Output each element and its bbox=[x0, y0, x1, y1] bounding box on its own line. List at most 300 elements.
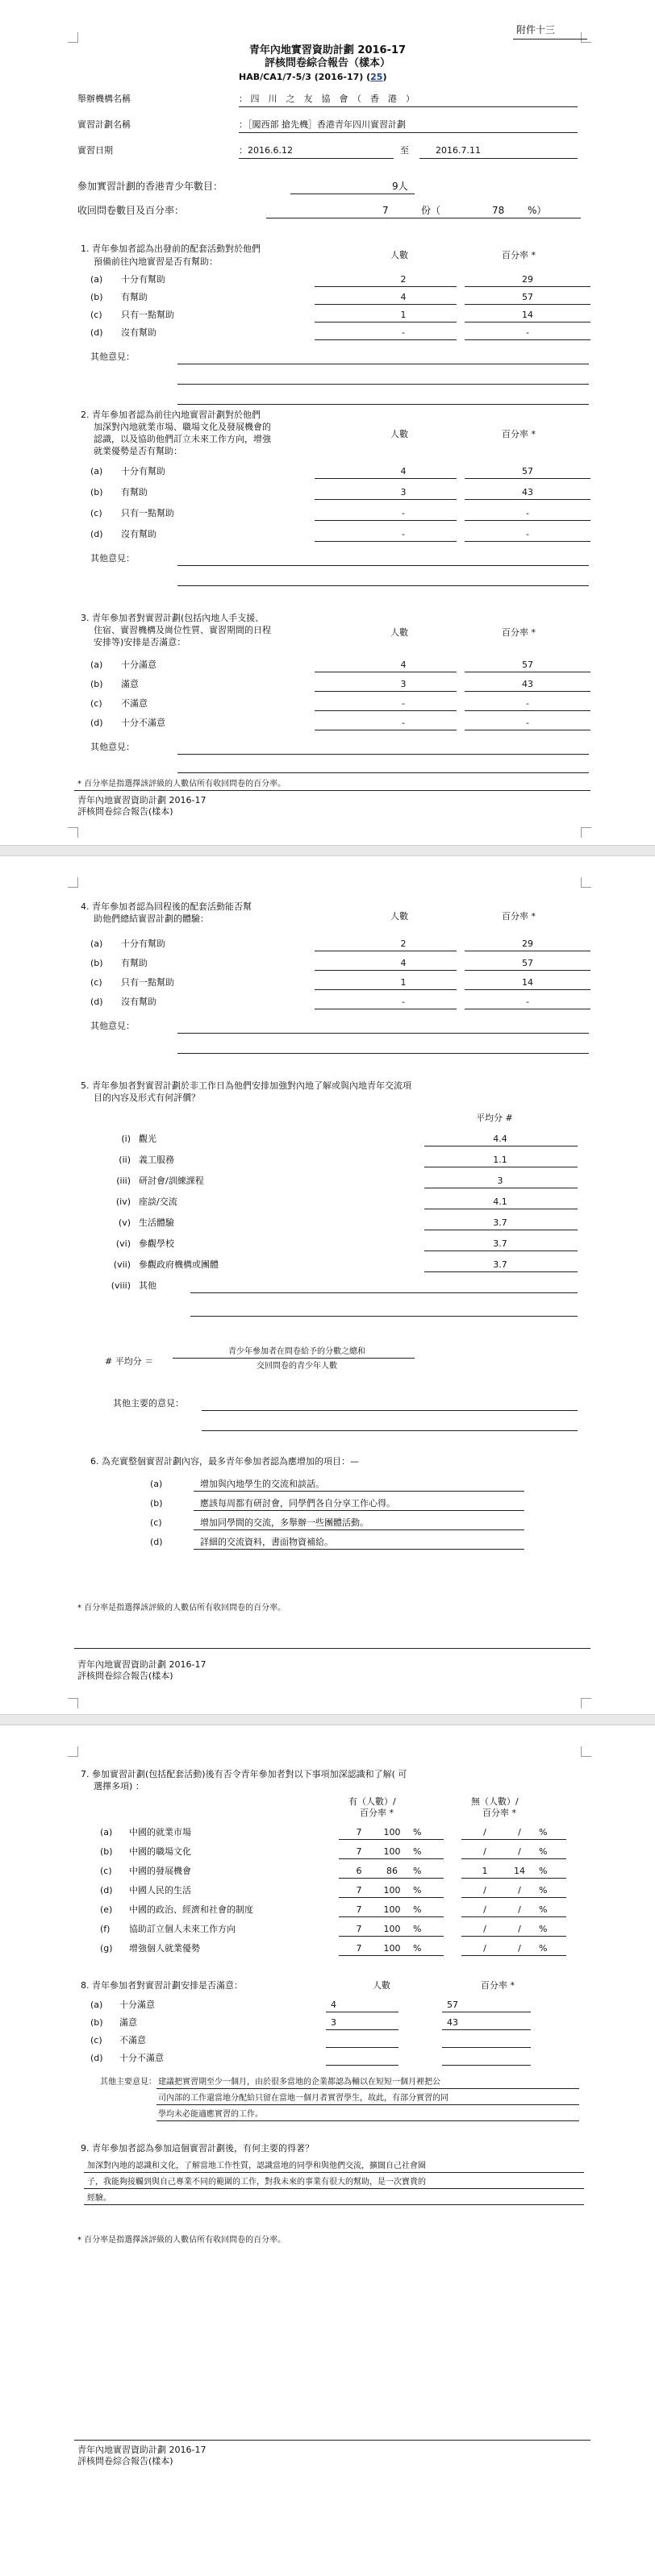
q4-row-underline bbox=[465, 989, 590, 990]
q2-row-label: 只有一點幫助 bbox=[121, 508, 174, 518]
q8-row-label: 十分不滿意 bbox=[119, 2053, 164, 2063]
q7-row-yes-pct-sign: % bbox=[413, 1904, 422, 1915]
q2-row-code: (c) bbox=[90, 508, 102, 518]
q3-col-people: 人數 bbox=[390, 627, 408, 638]
q4-row-code: (b) bbox=[90, 958, 103, 968]
q6-row-underline bbox=[194, 1549, 524, 1550]
q7-row-no-percent: 14 bbox=[514, 1866, 525, 1876]
q7-row-no-pct-sign: % bbox=[539, 1866, 548, 1876]
q7-row-underline bbox=[461, 1955, 566, 1956]
q7-row-underline bbox=[339, 1858, 444, 1859]
crop-mark bbox=[581, 32, 591, 43]
q8-row-people: 3 bbox=[331, 2017, 336, 2028]
q6-row-label: 增加與內地學生的交流和談話。 bbox=[200, 1479, 324, 1489]
q2-row-percent: - bbox=[526, 508, 529, 518]
q3-row-label: 十分不滿意 bbox=[121, 718, 165, 728]
q7-row-label: 中國人民的生活 bbox=[129, 1885, 191, 1896]
q4-row-label: 有幫助 bbox=[121, 958, 148, 968]
q7-row-no-pct-sign: % bbox=[539, 1943, 548, 1954]
q4-col-percent: 百分率 * bbox=[502, 911, 536, 922]
q7-row-no-count: / bbox=[483, 1827, 486, 1837]
q8-col-people: 人數 bbox=[373, 1980, 390, 1991]
q3-row-people: - bbox=[402, 718, 405, 728]
q2-other-line bbox=[177, 565, 589, 566]
q2-title-4: 就業優勢是否有幫助： bbox=[94, 446, 182, 456]
q7-row-yes-count: 7 bbox=[356, 1827, 362, 1837]
q7-row-no-pct-sign: % bbox=[539, 1846, 548, 1857]
q5-row-label: 其他 bbox=[139, 1280, 156, 1291]
q7-row-no-count: / bbox=[483, 1846, 486, 1857]
q4-row-percent: 29 bbox=[522, 938, 533, 949]
q1-row-people: - bbox=[402, 327, 405, 338]
q4-row-label: 沒有幫助 bbox=[121, 997, 156, 1007]
org-label: 舉辦機構名稱 bbox=[77, 94, 131, 104]
q4-row-percent: 14 bbox=[522, 977, 533, 988]
q2-row-code: (b) bbox=[90, 487, 103, 497]
q3-row-people: - bbox=[402, 698, 405, 709]
q7-col-yes: 有（人數）/ bbox=[348, 1796, 396, 1807]
q7-row-yes-pct-sign: % bbox=[413, 1943, 422, 1954]
average-formula-denominator: 交回問卷的青少年人數 bbox=[257, 1362, 337, 1371]
q6-row-label: 詳細的交流資料，書面物資補給。 bbox=[200, 1537, 333, 1547]
q1-row-underline bbox=[315, 286, 457, 287]
q7-row-yes-pct-sign: % bbox=[413, 1924, 422, 1934]
q5-row-code: (vii) bbox=[113, 1259, 131, 1270]
q4-row-code: (d) bbox=[90, 997, 103, 1007]
q5-row-label: 研討會/訓練課程 bbox=[139, 1176, 204, 1186]
page-2 bbox=[0, 856, 655, 1714]
q2-row-underline bbox=[465, 541, 590, 542]
participant-count-label: 參加實習計劃的香港青少年數目： bbox=[77, 181, 223, 192]
q2-col-percent: 百分率 * bbox=[502, 429, 536, 439]
q8-row-label: 不滿意 bbox=[119, 2035, 146, 2045]
q6-row-underline bbox=[194, 1529, 524, 1530]
q7-row-no-percent: / bbox=[518, 1846, 521, 1857]
q9-answer-underline bbox=[84, 2172, 584, 2173]
q8-row-underline bbox=[326, 2065, 398, 2066]
q5-row-underline bbox=[424, 1146, 578, 1147]
crop-mark bbox=[68, 1698, 78, 1708]
q6-row-code: (c) bbox=[150, 1517, 162, 1528]
q3-title-3: 安排等)安排是否滿意： bbox=[94, 637, 186, 647]
q1-row-code: (d) bbox=[90, 327, 103, 338]
returned-percent: 78 bbox=[492, 205, 505, 216]
q8-row-code: (a) bbox=[90, 2000, 103, 2010]
q3-row-underline bbox=[465, 710, 590, 711]
q5-row-code: (i) bbox=[121, 1134, 131, 1144]
q1-row-underline bbox=[465, 304, 590, 305]
q5-row-code: (viii) bbox=[111, 1280, 131, 1291]
q6-row-underline bbox=[194, 1510, 524, 1511]
footer-program: 青年內地實習資助計劃 2016-17 bbox=[77, 2445, 207, 2455]
q7-row-yes-percent: 100 bbox=[383, 1885, 401, 1896]
q7-row-underline bbox=[461, 1936, 566, 1937]
q1-col-percent: 百分率 * bbox=[502, 250, 536, 260]
q4-row-people: 4 bbox=[400, 958, 407, 968]
q5-opinion-line bbox=[202, 1430, 578, 1431]
crop-mark bbox=[68, 1746, 78, 1757]
q8-row-underline bbox=[326, 2047, 398, 2048]
q1-row-people: 1 bbox=[400, 310, 407, 320]
q7-row-yes-percent: 100 bbox=[383, 1924, 401, 1934]
q7-row-yes-percent: 100 bbox=[383, 1943, 401, 1954]
q4-other-label: 其他意見： bbox=[90, 1021, 135, 1031]
q1-row-underline bbox=[465, 286, 590, 287]
q1-row-code: (b) bbox=[90, 292, 103, 302]
q7-row-underline bbox=[339, 1878, 444, 1879]
q7-row-no-percent: / bbox=[518, 1885, 521, 1896]
q1-row-label: 只有一點幫助 bbox=[121, 310, 174, 320]
crop-mark bbox=[68, 32, 78, 43]
q2-title-3: 認識，以及協助他們訂立未來工作方向，增強 bbox=[94, 434, 271, 444]
q2-row-percent: - bbox=[526, 529, 529, 539]
q2-row-label: 有幫助 bbox=[121, 487, 148, 497]
q3-row-underline bbox=[465, 691, 590, 692]
footer-program: 青年內地實習資助計劃 2016-17 bbox=[77, 1659, 207, 1670]
returned-unit: 份（ bbox=[421, 205, 441, 216]
q7-row-label: 中國的政治、經濟和社會的制度 bbox=[129, 1904, 253, 1915]
footnote: * 百分率是指選擇該評級的人數佔所有收回問卷的百分率。 bbox=[77, 1604, 286, 1613]
org-value: ： 四 川 之 友 協 會 （ 香 港 ） bbox=[239, 94, 415, 104]
q7-row-code: (g) bbox=[100, 1943, 113, 1954]
q2-other-line bbox=[177, 585, 589, 586]
q8-row-code: (d) bbox=[90, 2053, 103, 2063]
q2-row-code: (a) bbox=[90, 466, 103, 476]
footer-program: 青年內地實習資助計劃 2016-17 bbox=[77, 795, 207, 805]
date-to: 2016.7.11 bbox=[436, 145, 481, 156]
q5-row-code: (v) bbox=[118, 1217, 131, 1228]
q3-row-people: 3 bbox=[400, 679, 407, 689]
q6-row-code: (a) bbox=[150, 1479, 163, 1489]
q7-row-code: (e) bbox=[100, 1904, 113, 1915]
crop-mark bbox=[581, 827, 591, 838]
q1-col-people: 人數 bbox=[390, 250, 408, 260]
q2-row-percent: 57 bbox=[522, 466, 533, 476]
q7-row-label: 協助訂立個人未來工作方向 bbox=[129, 1924, 236, 1934]
reference-number bbox=[239, 72, 387, 83]
q1-row-percent: - bbox=[526, 327, 529, 338]
q7-row-yes-count: 6 bbox=[356, 1866, 362, 1876]
q3-row-people: 4 bbox=[400, 660, 407, 670]
q7-row-no-pct-sign: % bbox=[539, 1885, 548, 1896]
q7-row-code: (f) bbox=[100, 1924, 111, 1934]
q7-row-no-pct-sign: % bbox=[539, 1924, 548, 1934]
q5-title: 5. 青年參加者對實習計劃於非工作日為他們安排加強對內地了解或與內地青年交流項 bbox=[81, 1080, 411, 1091]
q1-other-label: 其他意見： bbox=[90, 352, 135, 362]
q5-row-code: (vi) bbox=[115, 1238, 131, 1249]
date-from-underline bbox=[239, 158, 394, 159]
q5-row-label: 參觀政府機構或團體 bbox=[139, 1259, 219, 1270]
q2-row-code: (d) bbox=[90, 529, 103, 539]
q7-row-yes-count: 7 bbox=[356, 1924, 362, 1934]
q2-row-underline bbox=[315, 499, 457, 500]
crop-mark bbox=[581, 877, 591, 888]
q7-row-label: 中國的發展機會 bbox=[129, 1866, 191, 1876]
q4-row-label: 只有一點幫助 bbox=[121, 977, 174, 988]
q3-row-code: (d) bbox=[90, 718, 103, 728]
crop-mark bbox=[581, 1746, 591, 1757]
q6-row-code: (b) bbox=[150, 1498, 163, 1509]
q1-row-code: (c) bbox=[90, 310, 102, 320]
q8-opinion-line: 建議把實習期至少一個月，由於很多當地的企業都認為輔以在短短一個月裡把公 bbox=[158, 2078, 440, 2087]
q5-row-code: (iii) bbox=[116, 1176, 131, 1186]
q3-title: 3. 青年參加者對實習計劃(包括內地人手支援、 bbox=[81, 613, 265, 623]
q4-row-underline bbox=[315, 970, 457, 971]
reference-prefix: HAB/CA1/7-5/3 (2016-17) ( bbox=[239, 72, 371, 82]
q4-row-code: (a) bbox=[90, 938, 103, 949]
q5-row-label: 觀光 bbox=[139, 1134, 156, 1144]
q4-row-people: 1 bbox=[400, 977, 407, 988]
q8-col-percent: 百分率 * bbox=[481, 1980, 515, 1991]
reference-serial: 25 bbox=[370, 72, 383, 82]
q6-row-label: 增加同學間的交流，多舉辦一些團體活動。 bbox=[200, 1517, 369, 1528]
q7-col-yes-sub: 百分率 * bbox=[360, 1808, 394, 1818]
q5-row-average: 1.1 bbox=[493, 1155, 507, 1165]
participant-count: 9人 bbox=[392, 181, 408, 192]
average-formula-numerator: 青少年參加者在問卷給予的分數之總和 bbox=[228, 1347, 365, 1356]
q7-col-no: 無（人數）/ bbox=[471, 1796, 519, 1807]
crop-mark bbox=[68, 827, 78, 838]
q3-row-code: (c) bbox=[90, 698, 102, 709]
returned-label: 收回問卷數目及百分率： bbox=[77, 205, 185, 216]
q8-row-underline bbox=[326, 2029, 398, 2030]
q1-title: 1. 青年參加者認為出發前的配套活動對於他們 bbox=[81, 243, 261, 254]
q4-title: 4. 青年參加者認為回程後的配套活動能否幫 bbox=[81, 901, 252, 912]
q7-row-no-count: / bbox=[483, 1885, 486, 1896]
q3-row-underline bbox=[315, 691, 457, 692]
q8-opinion-underline bbox=[156, 2104, 579, 2105]
q6-row-label: 應該每周都有研討會，同學們各自分享工作心得。 bbox=[200, 1498, 395, 1509]
q3-row-code: (a) bbox=[90, 660, 103, 670]
annex-label: 附件十三 bbox=[516, 24, 556, 35]
program-underline bbox=[239, 132, 578, 133]
q2-row-percent: 43 bbox=[522, 487, 533, 497]
q5-row-average: 4.4 bbox=[493, 1134, 507, 1144]
q2-title: 2. 青年參加者認為前往內地實習計劃對於他們 bbox=[81, 410, 261, 420]
q3-row-percent: - bbox=[526, 718, 529, 728]
page-separator bbox=[0, 845, 655, 856]
q1-row-underline bbox=[315, 322, 457, 323]
q5-row-average: 3.7 bbox=[493, 1238, 507, 1249]
q5-row-underline bbox=[424, 1271, 578, 1272]
page-1 bbox=[0, 0, 655, 845]
q3-other-line bbox=[177, 754, 589, 755]
q1-title-2: 預備前往內地實習是否有幫助： bbox=[94, 256, 218, 267]
q7-row-yes-pct-sign: % bbox=[413, 1866, 422, 1876]
q7-row-underline bbox=[461, 1839, 566, 1840]
q5-col-average: 平均分 # bbox=[476, 1113, 513, 1123]
date-label: 實習日期 bbox=[77, 145, 113, 156]
q2-row-underline bbox=[465, 520, 590, 521]
q3-title-2: 住宿、實習機構及崗位性質、實習期間的日程 bbox=[94, 625, 271, 635]
q8-row-underline bbox=[442, 2047, 531, 2048]
q1-row-people: 2 bbox=[400, 274, 407, 285]
q8-opinion-label: 其他主要意見： bbox=[100, 2078, 156, 2087]
q1-row-code: (a) bbox=[90, 274, 103, 285]
q8-row-people: 4 bbox=[331, 2000, 336, 2010]
q4-row-code: (c) bbox=[90, 977, 102, 988]
q5-row-label: 參觀學校 bbox=[139, 1238, 174, 1249]
q1-row-percent: 57 bbox=[522, 292, 533, 302]
q4-other-line bbox=[177, 1053, 589, 1054]
q2-row-underline bbox=[315, 478, 457, 479]
q8-opinion-line: 司內部的工作還當地分配給只留在當地一個月者實習學生，故此，有部分實習的同 bbox=[158, 2094, 448, 2103]
q6-title: 6. 為充實整個實習計劃內容，最多青年參加者認為應增加的項目：— bbox=[90, 1456, 359, 1467]
q3-other-label: 其他意見： bbox=[90, 742, 135, 752]
q9-answer-underline bbox=[84, 2204, 584, 2205]
q2-row-people: - bbox=[402, 508, 405, 518]
q4-row-percent: - bbox=[526, 997, 529, 1007]
report-subtitle: 評核問卷綜合報告（樣本） bbox=[264, 57, 390, 69]
q6-row-code: (d) bbox=[150, 1537, 163, 1547]
q5-title-2: 目的內容及形式有何評價？ bbox=[94, 1092, 200, 1103]
q3-other-line bbox=[177, 772, 589, 773]
date-to-underline bbox=[419, 158, 578, 159]
q8-opinion-line: 學均未必能適應實習的工作。 bbox=[158, 2110, 263, 2119]
q8-opinion-underline bbox=[156, 2088, 579, 2089]
q3-row-underline bbox=[315, 710, 457, 711]
q2-col-people: 人數 bbox=[390, 429, 408, 439]
q4-row-underline bbox=[315, 989, 457, 990]
q7-row-no-count: / bbox=[483, 1924, 486, 1934]
q5-row-average: 3.7 bbox=[493, 1259, 507, 1270]
q5-row-average: 4.1 bbox=[493, 1196, 507, 1207]
q8-row-underline bbox=[442, 2065, 531, 2066]
q8-row-code: (b) bbox=[90, 2017, 103, 2028]
average-formula-fraction-bar bbox=[173, 1358, 415, 1359]
q5-other-underline bbox=[190, 1292, 578, 1293]
footer-rule bbox=[74, 2440, 590, 2441]
q8-title: 8. 青年參加者對實習計劃安排是否滿意： bbox=[81, 1980, 243, 1991]
footer-report: 評核問卷綜合報告(樣本) bbox=[77, 806, 173, 817]
q7-row-yes-percent: 100 bbox=[383, 1904, 401, 1915]
q3-row-percent: 57 bbox=[522, 660, 533, 670]
q3-row-percent: - bbox=[526, 698, 529, 709]
q2-row-underline bbox=[315, 520, 457, 521]
q9-answer-line: 加深對內地的認識和文化，了解當地工作性質，認識當地的同學和與他們交流，擴闊自己社會圈 bbox=[87, 2162, 426, 2170]
q7-row-yes-count: 7 bbox=[356, 1943, 362, 1954]
q7-row-yes-percent: 100 bbox=[383, 1846, 401, 1857]
q2-row-underline bbox=[465, 499, 590, 500]
q3-row-label: 十分滿意 bbox=[121, 660, 156, 670]
q5-other-opinion-label: 其他主要的意見： bbox=[113, 1398, 184, 1409]
q3-row-label: 滿意 bbox=[121, 679, 139, 689]
q7-row-no-pct-sign: % bbox=[539, 1904, 548, 1915]
q7-row-yes-count: 7 bbox=[356, 1904, 362, 1915]
q7-row-underline bbox=[461, 1897, 566, 1898]
q4-row-percent: 57 bbox=[522, 958, 533, 968]
crop-mark bbox=[581, 1698, 591, 1708]
q8-opinion-underline bbox=[156, 2120, 579, 2121]
q5-row-code: (ii) bbox=[119, 1155, 131, 1165]
q7-row-yes-percent: 86 bbox=[386, 1866, 398, 1876]
q6-row-underline bbox=[194, 1491, 524, 1492]
footnote: * 百分率是指選擇該評級的人數佔所有收回問卷的百分率。 bbox=[77, 780, 286, 789]
q1-other-line bbox=[177, 384, 589, 385]
q8-row-label: 滿意 bbox=[119, 2017, 137, 2028]
q2-row-underline bbox=[315, 541, 457, 542]
q7-row-underline bbox=[339, 1936, 444, 1937]
q7-col-no-sub: 百分率 * bbox=[482, 1808, 516, 1818]
reference-suffix: ) bbox=[382, 72, 387, 82]
q4-other-line bbox=[177, 1033, 589, 1034]
q7-row-yes-pct-sign: % bbox=[413, 1846, 422, 1857]
q9-title: 9. 青年參加者認為參加這個實習計劃後，有何主要的得著？ bbox=[81, 2143, 314, 2154]
q7-row-yes-count: 7 bbox=[356, 1885, 362, 1896]
program-value: ：［闖西部 搶先機］香港青年四川實習計劃 bbox=[239, 119, 406, 130]
page-separator bbox=[0, 1714, 655, 1725]
q8-row-percent: 57 bbox=[447, 2000, 458, 2010]
q5-row-code: (iv) bbox=[115, 1196, 131, 1207]
q1-row-label: 十分有幫助 bbox=[121, 274, 165, 285]
q7-row-no-count: / bbox=[483, 1904, 486, 1915]
report-title: 青年內地實習資助計劃 2016-17 bbox=[248, 44, 407, 56]
q7-row-underline bbox=[461, 1858, 566, 1859]
q7-row-no-percent: / bbox=[518, 1904, 521, 1915]
q7-row-underline bbox=[339, 1916, 444, 1917]
q2-title-2: 加深對內地就業市場、職場文化及發展機會的 bbox=[94, 422, 271, 432]
q5-row-label: 生活體驗 bbox=[139, 1217, 174, 1228]
q7-row-yes-percent: 100 bbox=[383, 1827, 401, 1837]
q2-other-label: 其他意見： bbox=[90, 553, 135, 564]
page-3 bbox=[0, 1725, 655, 2576]
q1-row-percent: 14 bbox=[522, 310, 533, 320]
q1-row-underline bbox=[465, 322, 590, 323]
q7-row-code: (d) bbox=[100, 1885, 113, 1896]
q3-row-label: 不滿意 bbox=[121, 698, 148, 709]
q7-row-no-count: 1 bbox=[482, 1866, 488, 1876]
q1-row-underline bbox=[315, 339, 457, 340]
q1-row-underline bbox=[465, 339, 590, 340]
q8-row-code: (c) bbox=[90, 2035, 102, 2045]
q8-row-label: 十分滿意 bbox=[119, 2000, 155, 2010]
q2-row-label: 沒有幫助 bbox=[121, 529, 156, 539]
q4-row-people: - bbox=[402, 997, 405, 1007]
returned-percent-unit: %） bbox=[528, 205, 547, 216]
q5-other-underline bbox=[190, 1316, 578, 1317]
q7-row-label: 增強個人就業優勢 bbox=[129, 1943, 200, 1954]
q7-row-underline bbox=[339, 1839, 444, 1840]
q3-row-percent: 43 bbox=[522, 679, 533, 689]
q7-row-yes-count: 7 bbox=[356, 1846, 362, 1857]
q7-row-label: 中國的職場文化 bbox=[129, 1846, 191, 1857]
q7-row-code: (a) bbox=[100, 1827, 113, 1837]
q7-row-no-percent: / bbox=[518, 1924, 521, 1934]
q7-row-underline bbox=[339, 1897, 444, 1898]
q4-col-people: 人數 bbox=[390, 911, 408, 922]
returned-count: 7 bbox=[382, 205, 389, 216]
q9-answer-line: 經驗。 bbox=[87, 2194, 111, 2203]
q9-answer-underline bbox=[84, 2188, 584, 2189]
program-label: 實習計劃名稱 bbox=[77, 119, 131, 130]
q4-title-2: 助他們總結實習計劃的體驗： bbox=[94, 913, 209, 924]
q7-row-no-percent: / bbox=[518, 1943, 521, 1954]
q7-row-underline bbox=[461, 1878, 566, 1879]
q1-other-line bbox=[177, 404, 589, 405]
q7-row-no-percent: / bbox=[518, 1827, 521, 1837]
q7-row-underline bbox=[339, 1955, 444, 1956]
q5-row-label: 義工服務 bbox=[139, 1155, 174, 1165]
q7-row-no-count: / bbox=[483, 1943, 486, 1954]
annex-underline bbox=[513, 39, 587, 40]
date-from: ：2016.6.12 bbox=[239, 145, 293, 156]
footer-rule bbox=[74, 1648, 590, 1649]
q7-row-yes-pct-sign: % bbox=[413, 1827, 422, 1837]
q2-row-people: - bbox=[402, 529, 405, 539]
q2-row-people: 4 bbox=[400, 466, 407, 476]
q7-row-underline bbox=[461, 1916, 566, 1917]
q2-row-label: 十分有幫助 bbox=[121, 466, 165, 476]
